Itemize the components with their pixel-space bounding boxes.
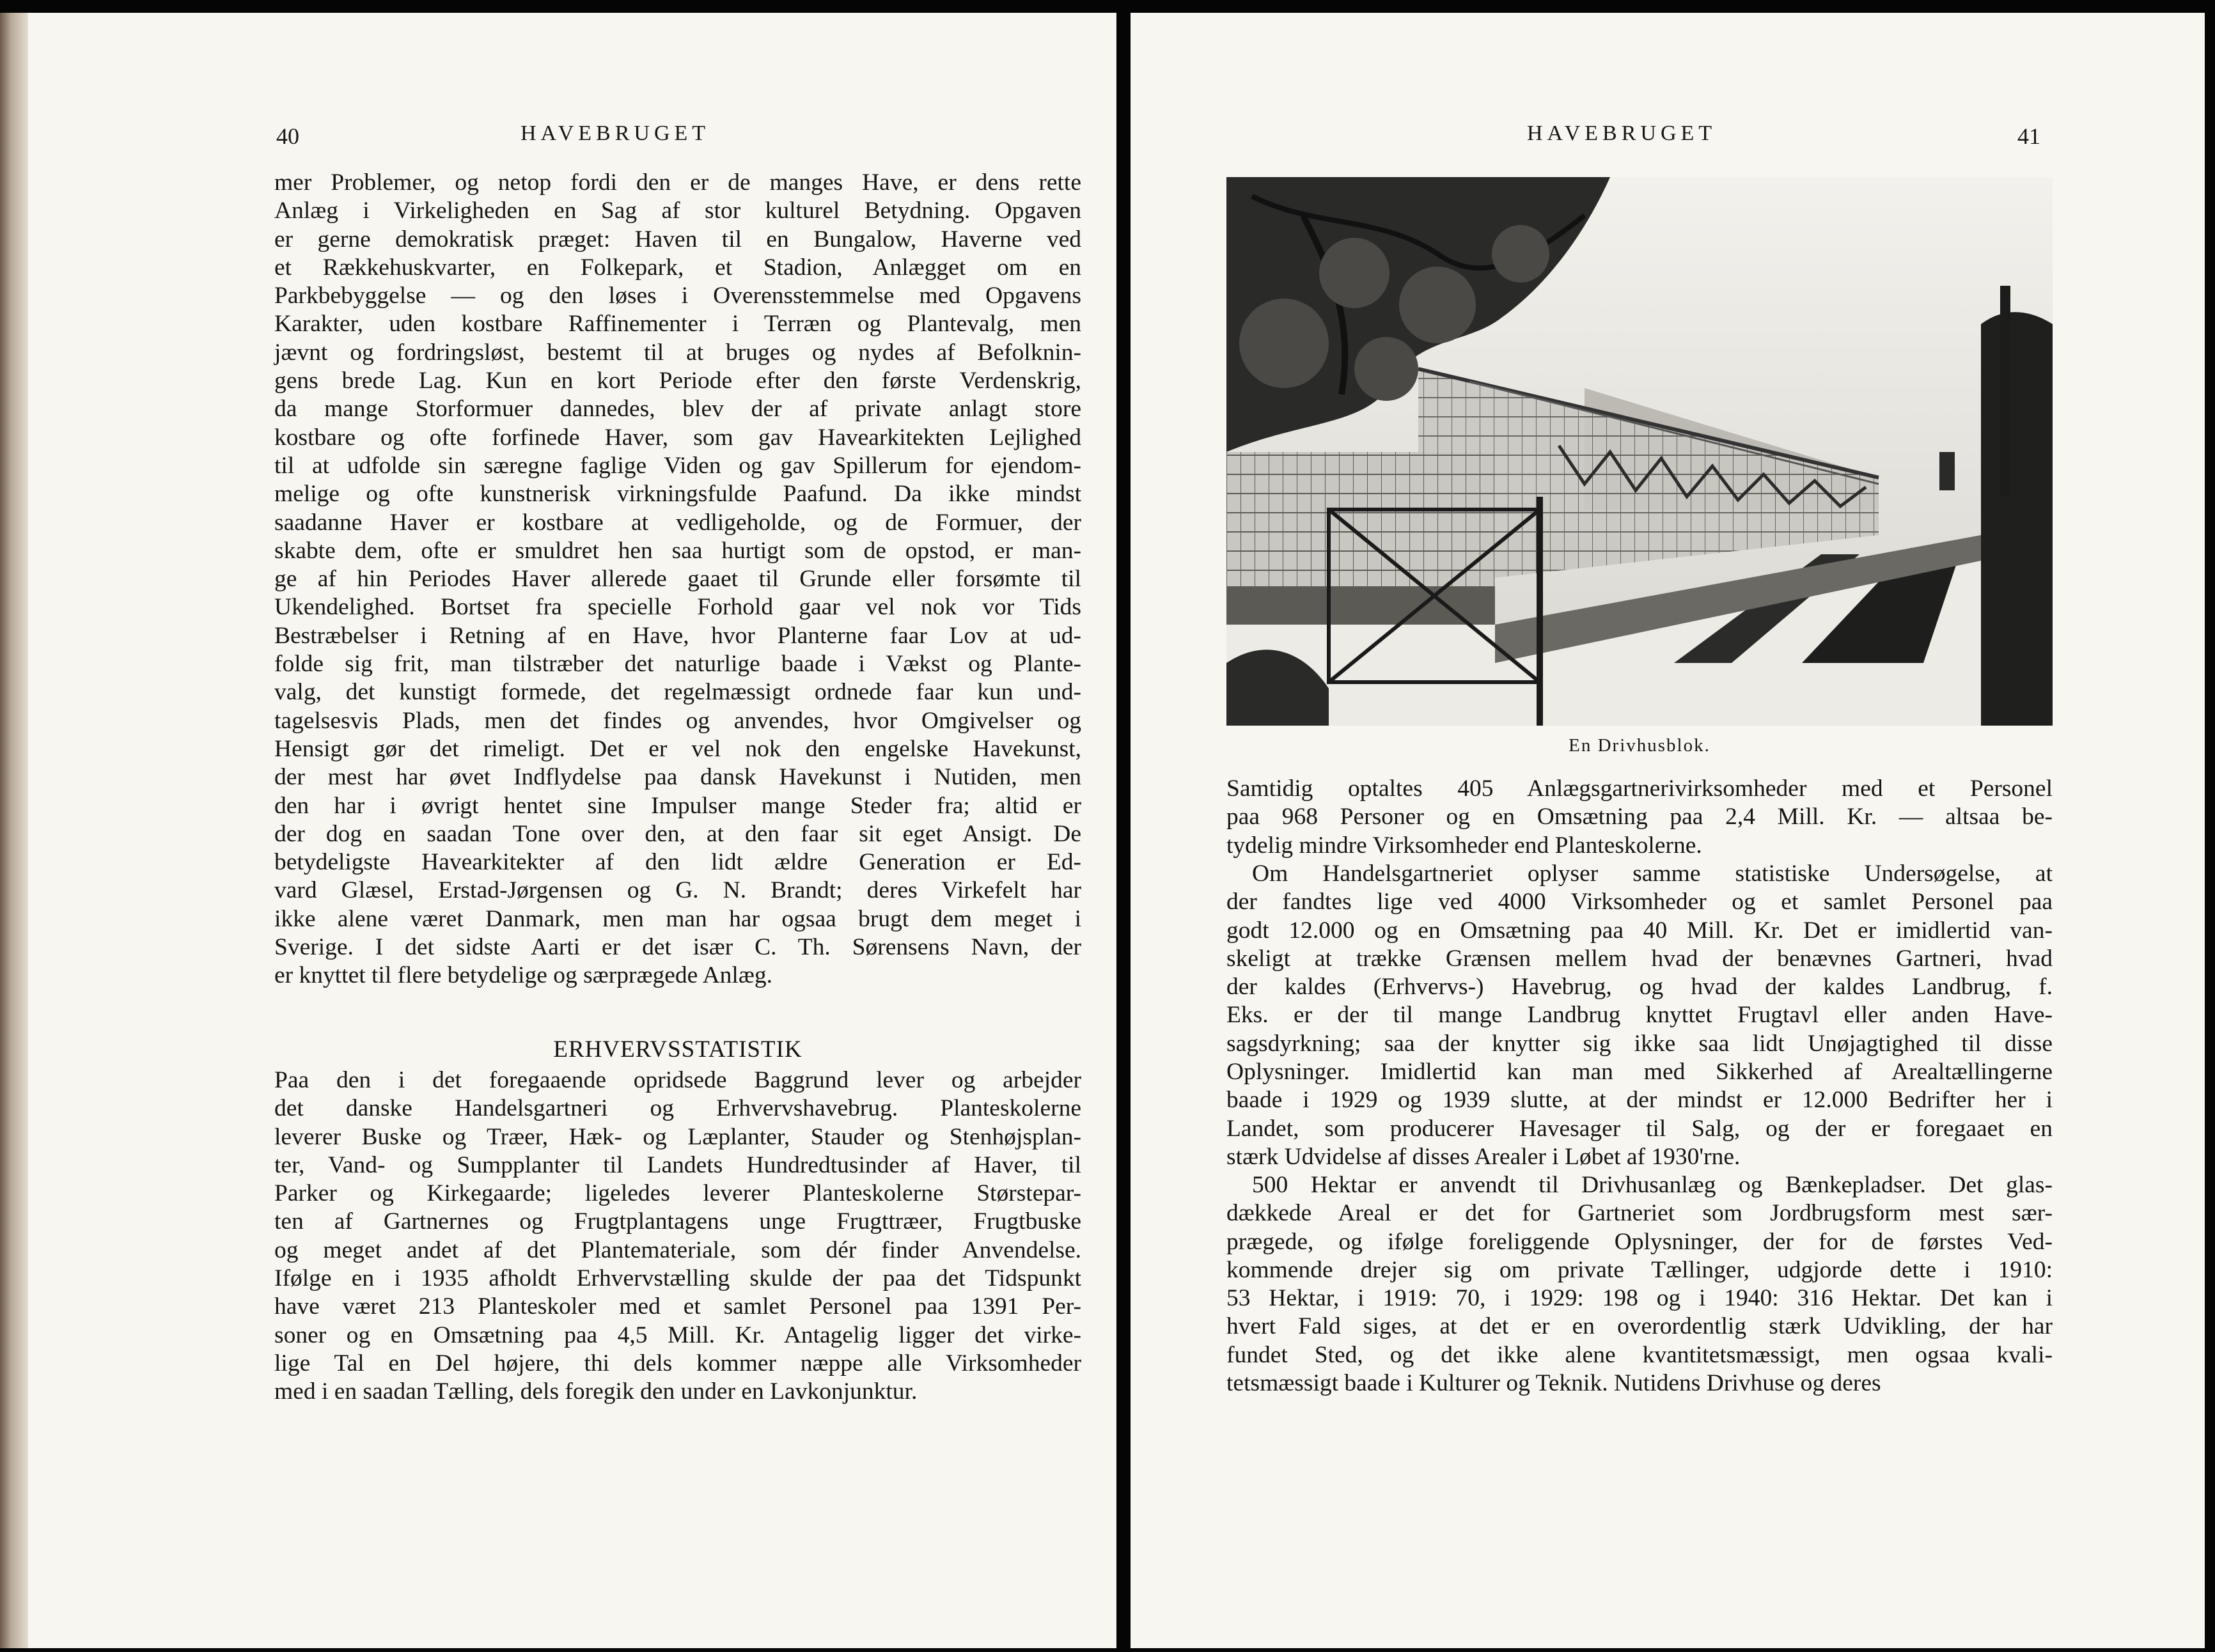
- text-line: tydelig mindre Virksomheder end Planteskolerne.: [1226, 832, 1702, 859]
- text-line: baade i 1929 og 1939 slutte, at der mindst er 12.000 Bedrifter her i: [1226, 1087, 2053, 1114]
- text-line: er gerne demokratisk præget: Haven til en Bungalow, Haverne ved: [274, 226, 1081, 253]
- text-line: med i en saadan Tælling, dels foregik den under en Lavkonjunktur.: [274, 1378, 918, 1405]
- text-line: og meget andet af det Plantemateriale, som dér finder Anvendelse.: [274, 1236, 1081, 1263]
- right-running-header: HAVEBRUGET: [1527, 121, 1717, 145]
- text-line: tagelsesvis Plads, men det findes og anvendes, hvor Omgivelser og: [274, 707, 1081, 734]
- text-line: skeligt at trække Grænsen mellem hvad der benævnes Gartneri, hvad: [1226, 945, 2053, 972]
- text-line: stærk Udvidelse af disses Arealer i Løbet af 1930'rne.: [1226, 1143, 1741, 1170]
- text-line: Paa den i det foregaaende opridsede Baggrund lever og arbejder: [274, 1067, 1081, 1093]
- text-line: paa 968 Personer og en Omsætning paa 2,4 Mill. Kr. — altsaa be-: [1226, 804, 2053, 830]
- text-line: der fandtes lige ved 4000 Virksomheder og et samlet Personel paa: [1226, 889, 2053, 916]
- text-line: mer Problemer, og netop fordi den er de manges Have, er dens rette: [274, 169, 1081, 196]
- text-line: leverer Buske og Træer, Hæk- og Læplanter, Stauder og Stenhøjsplan-: [274, 1123, 1081, 1150]
- text-line: tetsmæssigt baade i Kulturer og Teknik. Nutidens Drivhuse og deres: [1226, 1370, 1881, 1397]
- text-line: soner og en Omsætning paa 4,5 Mill. Kr. Antagelig ligger det virke-: [274, 1321, 1081, 1348]
- text-line: dækkede Areal er det for Gartneriet som Jordbrugsform mest sær-: [1226, 1200, 2053, 1227]
- text-line: Hensigt gør det rimeligt. Det er vel nok den engelske Havekunst,: [274, 735, 1081, 762]
- text-line: er knyttet til flere betydelige og særprægede Anlæg.: [274, 962, 772, 989]
- right-paragraph-2: [1226, 860, 2053, 1171]
- book-spine-edge: [0, 13, 28, 1648]
- section-heading: ERHVERVSSTATISTIK: [553, 1036, 802, 1063]
- text-line: den har i øvrigt hentet sine Impulser mange Steder fra; altid er: [274, 792, 1081, 819]
- text-line: valg, det kunstigt formede, det regelmæssigt ordnede faar kun und-: [274, 679, 1081, 706]
- text-line: Bestræbelser i Retning af en Have, hvor Planterne faar Lov at ud-: [274, 622, 1081, 649]
- text-line: vard Glæsel, Erstad-Jørgensen og G. N. Brandt; deres Virkefelt har: [274, 877, 1081, 904]
- right-paragraph-3: [1226, 1171, 2053, 1398]
- text-line: fundet Sted, og det ikke alene kvantitetsmæssigt, men ogsaa kvali-: [1226, 1341, 2053, 1368]
- text-line: Landet, som producerer Havesager til Salg, og der er foregaaet en: [1226, 1115, 2053, 1142]
- left-page: [28, 13, 1116, 1648]
- text-line: prægede, og ifølge foreliggende Oplysninger, der for de førstes Ved-: [1226, 1228, 2053, 1255]
- text-line: 53 Hektar, i 1919: 70, i 1929: 198 og i 1940: 316 Hektar. Det kan i: [1226, 1285, 2053, 1312]
- text-line: 500 Hektar er anvendt til Drivhusanlæg og Bænkepladser. Det glas-: [1252, 1172, 2053, 1198]
- text-line: lige Tal en Del højere, thi dels kommer næppe alle Virksomheder: [274, 1350, 1081, 1376]
- text-line: Ifølge en i 1935 afholdt Erhvervstælling skulde der paa det Tidspunkt: [274, 1265, 1081, 1292]
- text-line: Eks. er der til mange Landbrug knyttet Frugtavl eller anden Have-: [1226, 1002, 2053, 1029]
- text-line: et Rækkehuskvarter, en Folkepark, et Stadion, Anlægget om en: [274, 254, 1081, 281]
- greenhouse-photo: [1226, 177, 2053, 726]
- text-line: ge af hin Periodes Haver allerede gaaet til Grunde eller forsømte til: [274, 566, 1081, 593]
- text-line: Om Handelsgartneriet oplyser samme statistiske Undersøgelse, at: [1252, 861, 2053, 887]
- text-line: melige og ofte kunstnerisk virkningsfulde Paafund. Da ikke mindst: [274, 481, 1081, 508]
- text-line: hvert Fald siges, at det er en overordentlig stærk Udvikling, der har: [1226, 1313, 2053, 1340]
- text-line: Oplysninger. Imidlertid kan man med Sikkerhed af Arealtællingerne: [1226, 1059, 2053, 1086]
- text-line: kommende drejer sig om private Tællinger, udgjorde dette i 1910:: [1226, 1256, 2053, 1283]
- right-page-number: 41: [2017, 123, 2040, 149]
- left-page-number: 40: [276, 123, 299, 149]
- text-line: der dog en saadan Tone over den, at den faar sit eget Ansigt. De: [274, 820, 1081, 847]
- text-line: gens brede Lag. Kun en kort Periode efter den første Verdenskrig,: [274, 368, 1081, 394]
- text-line: Anlæg i Virkeligheden en Sag af stor kulturel Betydning. Opgaven: [274, 198, 1081, 224]
- left-running-header: HAVEBRUGET: [520, 121, 710, 145]
- left-paragraph-2: [274, 1066, 1081, 1407]
- text-line: Parker og Kirkegaarde; ligeledes leverer Planteskolerne Størstepar-: [274, 1180, 1081, 1207]
- text-line: saadanne Haver er kostbare at vedligeholde, og de Formuer, der: [274, 509, 1081, 536]
- text-line: ten af Gartnernes og Frugtplantagens unge Frugttræer, Frugtbuske: [274, 1208, 1081, 1235]
- text-line: folde sig frit, man tilstræber det naturlige baade i Vækst og Plante-: [274, 651, 1081, 678]
- text-line: da mange Storformuer dannedes, blev der af private anlagt store: [274, 396, 1081, 423]
- text-line: Sverige. I det sidste Aarti er det især C. Th. Sørensens Navn, der: [274, 934, 1081, 961]
- text-line: ikke alene været Danmark, men man har ogsaa brugt dem meget i: [274, 905, 1081, 932]
- text-line: kostbare og ofte forfinede Haver, som gav Havearkitekten Lejlighed: [274, 424, 1081, 451]
- photo-caption: En Drivhusblok.: [1569, 735, 1710, 756]
- text-line: Parkbebyggelse — og den løses i Overensstemmelse med Opgavens: [274, 283, 1081, 309]
- text-line: sagsdyrkning; saa der knytter sig ikke saa lidt Unøjagtighed til disse: [1226, 1030, 2053, 1057]
- left-paragraph-1: [274, 169, 1081, 990]
- text-line: jævnt og fordringsløst, bestemt til at bruges og nydes af Befolknin-: [274, 339, 1081, 366]
- text-line: der kaldes (Erhvervs-) Havebrug, og hvad der kaldes Landbrug, f.: [1226, 974, 2053, 1001]
- text-line: Ukendelighed. Bortset fra specielle Forhold gaar vel nok vor Tids: [274, 594, 1081, 621]
- text-line: det danske Handelsgartneri og Erhvervshavebrug. Planteskolerne: [274, 1095, 1081, 1122]
- text-line: Karakter, uden kostbare Raffinementer i Terræn og Plantevalg, men: [274, 311, 1081, 338]
- right-paragraph-1: [1226, 775, 2053, 860]
- text-line: til at udfolde sin særegne faglige Viden og gav Spillerum for ejendom-: [274, 452, 1081, 479]
- text-line: ter, Vand- og Sumpplanter til Landets Hundredtusinder af Haver, til: [274, 1151, 1081, 1178]
- right-page: [1131, 13, 2205, 1648]
- text-line: skabte dem, ofte er smuldret hen saa hurtigt som de opstod, er man-: [274, 537, 1081, 564]
- text-line: der mest har øvet Indflydelse paa dansk Havekunst i Nutiden, men: [274, 764, 1081, 791]
- text-line: betydeligste Havearkitekter af den lidt ældre Generation er Ed-: [274, 849, 1081, 876]
- text-line: godt 12.000 og en Omsætning paa 40 Mill. Kr. Det er imidlertid van-: [1226, 917, 2053, 944]
- text-line: Samtidig optaltes 405 Anlægsgartnerivirksomheder med et Personel: [1226, 775, 2053, 802]
- text-line: have været 213 Planteskoler med et samlet Personel paa 1391 Per-: [274, 1293, 1081, 1320]
